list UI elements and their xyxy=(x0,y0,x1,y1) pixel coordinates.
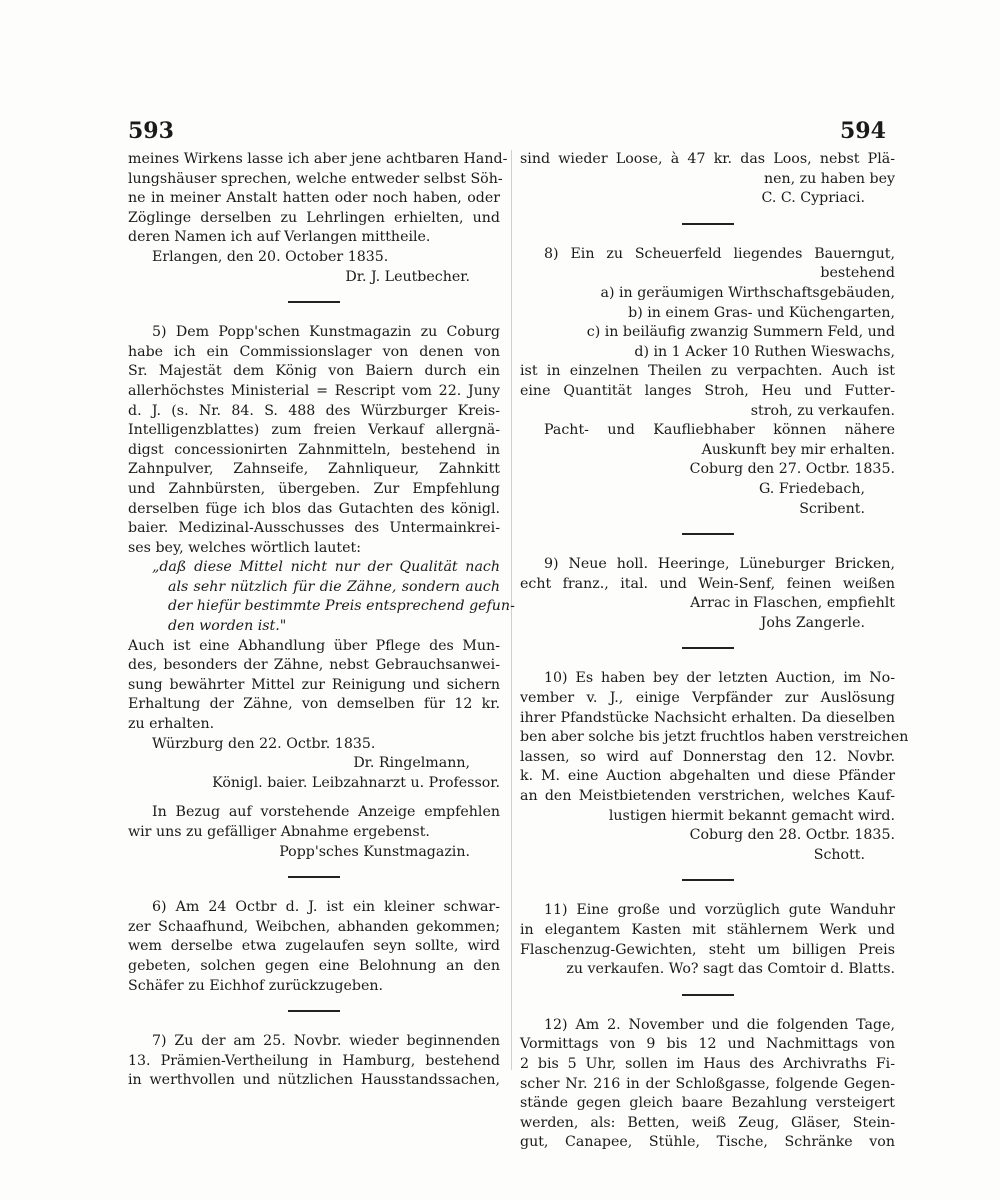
text-line: ne in meiner Anstalt hatten oder noch haben, oder xyxy=(128,190,500,207)
text-line: 2 bis 5 Uhr, sollen im Haus des Archivraths Fi- xyxy=(520,1055,895,1072)
text-line: wir uns zu gefälliger Abnahme ergebenst. xyxy=(128,824,430,840)
text-line: digst concessionirten Zahnmitteln, bestehend in xyxy=(128,441,500,458)
text-line: wem derselbe etwa zugelaufen seyn sollte, wird xyxy=(128,938,500,955)
text-line: echt franz., ital. und Wein-Senf, feinen weißen xyxy=(520,575,895,592)
list-item: c) in beiläufig zwanzig Summern Feld, und xyxy=(586,324,895,341)
text-line: gebeten, solchen gegen eine Belohnung an den xyxy=(128,957,500,974)
text-line: Auch ist eine Abhandlung über Pflege des Mun- xyxy=(128,637,500,654)
text-line: baier. Medizinal-Ausschusses des Untermainkrei- xyxy=(128,520,500,537)
notice-10 xyxy=(520,669,909,865)
text-line: lustigen hiermit bekannt gemacht wird. xyxy=(608,807,895,824)
signature: Johs Zangerle. xyxy=(760,614,865,631)
text-line: 12) Am 2. November und die folgenden Tage, xyxy=(544,1016,895,1033)
text-line: scher Nr. 216 in der Schloßgasse, folgende Gegen- xyxy=(520,1075,895,1092)
text-line: allerhöchstes Ministerial = Rescript vom 22. Juny xyxy=(128,382,500,399)
place-date: Coburg den 28. Octbr. 1835. xyxy=(689,827,895,844)
notice-7-continued xyxy=(520,150,895,209)
signature: C. C. Cypriaci. xyxy=(761,190,865,207)
quote-line: der hiefür bestimmte Preis entsprechend gefun- xyxy=(168,598,515,615)
text-line: zu erhalten. xyxy=(128,716,215,733)
text-line: lassen, so wird auf Donnerstag den 12. Novbr. xyxy=(520,748,895,765)
text-line: stroh, zu verkaufen. xyxy=(750,402,895,419)
text-line: werden, als: Betten, weiß Zeug, Gläser, Stein- xyxy=(520,1114,895,1131)
text-line: d. J. (s. Nr. 84. S. 488 des Würzburger Kreis- xyxy=(128,402,500,419)
notice-5 xyxy=(128,323,515,862)
signature: Dr. J. Leutbecher. xyxy=(345,268,470,285)
text-line: habe ich ein Commissionslager von denen von xyxy=(128,343,500,360)
text-line: eine Quantität langes Stroh, Heu und Futter- xyxy=(520,382,895,399)
spacer xyxy=(128,793,500,803)
list-item: d) in 1 Acker 10 Ruthen Wieswachs, xyxy=(634,343,895,360)
signature: Popp'sches Kunstmagazin. xyxy=(279,843,470,860)
section-divider xyxy=(682,533,734,535)
section-divider xyxy=(288,1010,340,1012)
signature-name: Dr. Ringelmann, xyxy=(353,755,470,772)
notice-7 xyxy=(128,1032,500,1091)
text-line: Flaschenzug-Gewichten, steht um billigen Preis xyxy=(520,941,895,958)
text-line: 9) Neue holl. Heeringe, Lüneburger Bricken, xyxy=(544,556,895,573)
text-line: Zahnpulver, Zahnseife, Zahnliqueur, Zahnkitt xyxy=(128,461,500,478)
section-divider xyxy=(288,301,340,303)
page-number-right: 594 xyxy=(840,118,886,144)
page-number-left: 593 xyxy=(128,118,174,144)
text-line: lungshäuser sprechen, welche entweder selbst Söh- xyxy=(128,170,503,187)
notice-11 xyxy=(520,901,895,979)
signature: Schott. xyxy=(813,846,865,863)
text-line: stände gegen gleich baare Bezahlung versteigert xyxy=(520,1095,895,1112)
right-column xyxy=(520,150,909,1153)
signature-title: Scribent. xyxy=(799,500,865,517)
text-line: derselben füge ich blos das Gutachten des königl. xyxy=(128,500,500,517)
text-line: k. M. eine Auction abgehalten und diese Pfänder xyxy=(520,768,895,785)
text-line: an den Meistbietenden verstrichen, welches Kauf- xyxy=(520,788,895,805)
intro-block xyxy=(128,150,508,287)
text-line: ben aber solche bis jetzt fruchtlos haben verstreichen xyxy=(520,729,909,746)
notice-12 xyxy=(520,1016,895,1153)
text-line: meines Wirkens lasse ich aber jene achtbaren Hand- xyxy=(128,151,508,167)
text-line: Pacht- und Kaufliebhaber können nähere xyxy=(544,422,895,439)
text-line: nen, zu haben bey xyxy=(763,170,895,187)
text-line: zer Schaafhund, Weibchen, abhanden gekommen; xyxy=(128,918,500,935)
text-line: gut, Canapee, Stühle, Tische, Schränke von xyxy=(520,1134,895,1151)
section-divider xyxy=(682,879,734,881)
quote-line: „daß diese Mittel nicht nur der Qualität nach xyxy=(152,559,500,576)
place-date: Würzburg den 22. Octbr. 1835. xyxy=(152,735,376,752)
notice-9 xyxy=(520,555,895,633)
list-item: a) in geräumigen Wirthschaftsgebäuden, xyxy=(600,284,895,301)
text-line: 8) Ein zu Scheuerfeld liegendes Bauerngut, xyxy=(544,245,895,262)
signature-title: Königl. baier. Leibzahnarzt u. Professor. xyxy=(212,774,500,791)
text-line: Schäfer zu Eichhof zurückzugeben. xyxy=(128,977,384,994)
text-line: In Bezug auf vorstehende Anzeige empfehlen xyxy=(152,804,500,821)
text-line: ihrer Pfandstücke Nachsicht erhalten. Da dieselben xyxy=(520,709,895,726)
notice-8 xyxy=(520,245,895,519)
text-line: Intelligenzblattes) zum freien Verkauf allergnä- xyxy=(128,422,500,439)
text-line: 7) Zu der am 25. Novbr. wieder beginnenden xyxy=(152,1033,500,1050)
text-line: sind wieder Loose, à 47 kr. das Loos, nebst Plä- xyxy=(520,151,895,167)
text-line: 10) Es haben bey der letzten Auction, im No- xyxy=(544,670,895,687)
place-date: Coburg den 27. Octbr. 1835. xyxy=(689,461,895,478)
notice-6 xyxy=(128,898,500,996)
list-item: b) in einem Gras- und Küchengarten, xyxy=(628,304,895,321)
text-line: ist in einzelnen Theilen zu verpachten. Auch ist xyxy=(520,363,895,380)
text-line: Vormittags von 9 bis 12 und Nachmittags von xyxy=(520,1036,895,1053)
text-line: in elegantem Kasten mit stählernem Werk und xyxy=(520,922,895,938)
text-line: 13. Prämien-Vertheilung in Hamburg, bestehend xyxy=(128,1052,500,1069)
text-line: 5) Dem Popp'schen Kunstmagazin zu Coburg xyxy=(152,324,500,341)
text-line: Zöglinge derselben zu Lehrlingen erhielten, und xyxy=(128,209,500,226)
text-line: deren Namen ich auf Verlangen mittheile. xyxy=(128,229,431,246)
text-line: vember v. J., einige Verpfänder zur Auslösung xyxy=(520,690,895,707)
section-divider xyxy=(682,223,734,225)
section-divider xyxy=(682,647,734,649)
text-line: Auskunft bey mir erhalten. xyxy=(701,441,895,458)
quote-line: als sehr nützlich für die Zähne, sondern auch xyxy=(168,578,500,595)
text-line: Erhaltung der Zähne, von demselben für 12 kr. xyxy=(128,696,500,713)
text-line: 11) Eine große und vorzüglich gute Wanduhr xyxy=(544,902,895,919)
left-column xyxy=(128,150,515,1091)
text-line: bestehend xyxy=(820,265,895,282)
text-line: Sr. Majestät dem König von Baiern durch ein xyxy=(128,363,500,380)
text-line: und Zahnbürsten, übergeben. Zur Empfehlung xyxy=(128,480,500,497)
text-line: Arrac in Flaschen, empfiehlt xyxy=(690,595,895,612)
section-divider xyxy=(682,994,734,996)
text-line: des, besonders der Zähne, nebst Gebrauchsanwei- xyxy=(128,657,500,674)
quote-line: den worden ist." xyxy=(168,618,287,635)
text-line: in werthvollen und nützlichen Hausstandssachen, xyxy=(128,1072,500,1089)
section-divider xyxy=(288,876,340,878)
signature-name: G. Friedebach, xyxy=(758,480,865,497)
text-line: 6) Am 24 Octbr d. J. ist ein kleiner schwar- xyxy=(152,899,500,916)
text-line: sung bewährter Mittel zur Reinigung und sichern xyxy=(128,676,500,693)
text-line: ses bey, welches wörtlich lautet: xyxy=(128,539,361,556)
text-line: zu verkaufen. Wo? sagt das Comtoir d. Blatts. xyxy=(566,961,895,978)
place-date: Erlangen, den 20. October 1835. xyxy=(152,248,389,265)
